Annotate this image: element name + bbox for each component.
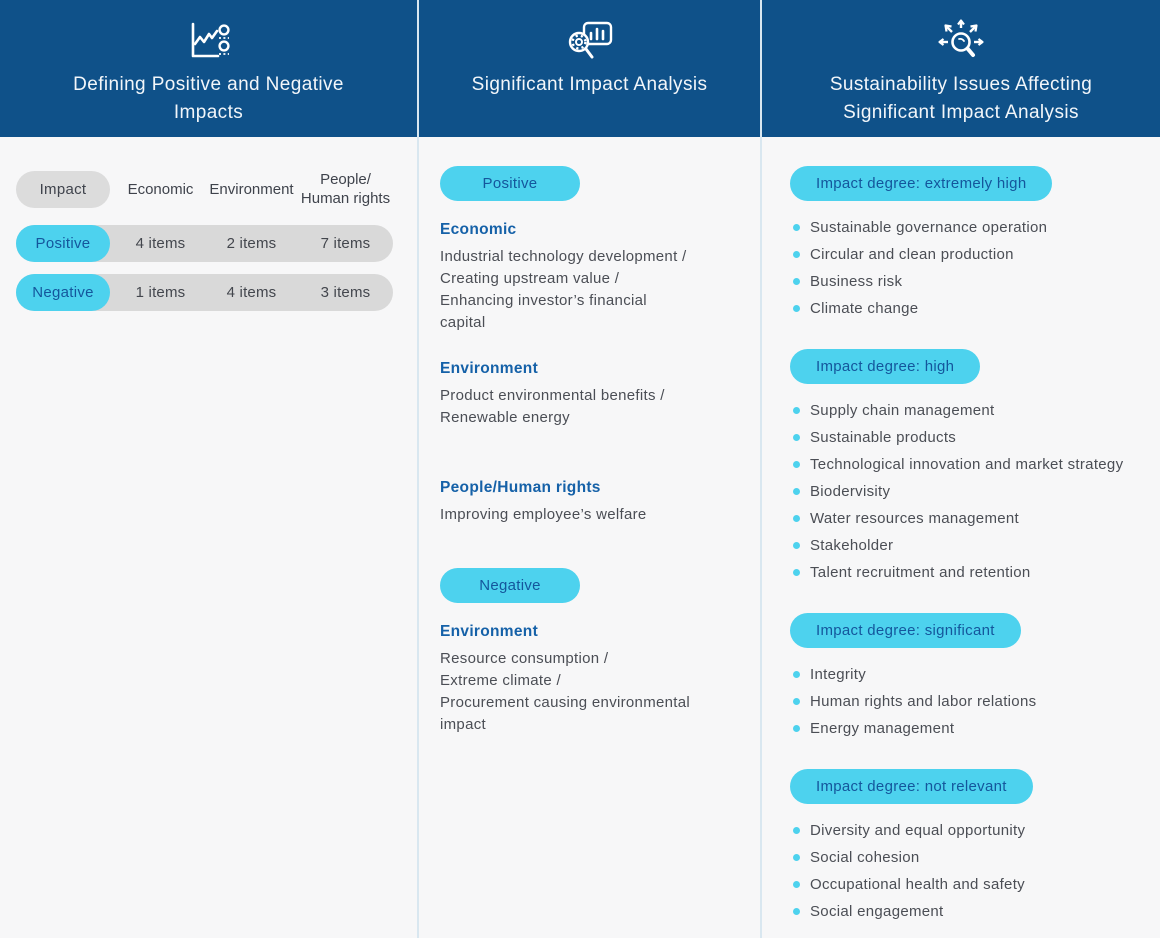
bullet-icon [793, 434, 800, 441]
bullet-icon [793, 908, 800, 915]
impact-summary-table [16, 167, 393, 311]
list-item [793, 271, 1150, 298]
panel-header-significant-impact [419, 0, 760, 137]
section-text-line: Procurement causing environmental [440, 694, 691, 711]
issue-list [790, 820, 1150, 928]
section-extremely-high [790, 166, 1150, 325]
section-text-line: capital [440, 314, 486, 331]
impact-degree-badge: Impact degree: not relevant [790, 769, 1033, 804]
negative-economic-count: 1 items [135, 284, 186, 301]
bullet-icon [793, 542, 800, 549]
bullet-icon [793, 515, 800, 522]
issue-label: Integrity [810, 666, 867, 683]
issue-label: Climate change [810, 300, 919, 317]
line-chart-icon [0, 18, 417, 64]
bullet-icon [793, 725, 800, 732]
issue-label: Occupational health and safety [810, 876, 1025, 893]
issue-label: Supply chain management [810, 402, 995, 419]
bullet-icon [793, 224, 800, 231]
list-item [793, 481, 1150, 508]
bullet-icon [793, 569, 800, 576]
list-item [793, 901, 1150, 928]
column-header-environment: Environment [209, 180, 294, 198]
list-item [793, 400, 1150, 427]
issue-label: Sustainable products [810, 429, 957, 446]
issue-label: Water resources management [810, 510, 1019, 527]
bullet-icon [793, 278, 800, 285]
section-text-line: Improving employee’s welfare [440, 506, 647, 523]
bullet-icon [793, 827, 800, 834]
bullet-icon [793, 461, 800, 468]
section-heading-environment: Environment [440, 360, 539, 377]
bullet-icon [793, 881, 800, 888]
panel-title [419, 71, 760, 99]
positive-environment-count: 2 items [226, 235, 277, 252]
issue-list [790, 400, 1150, 589]
issue-label: Diversity and equal opportunity [810, 822, 1026, 839]
positive-economic-count: 4 items [135, 235, 186, 252]
section-text-line: impact [440, 716, 486, 733]
section-heading-environment: Environment [440, 623, 539, 640]
issue-label: Energy management [810, 720, 955, 737]
panel-title [0, 71, 417, 127]
column-header-people-human-rights: People/ Human rights [300, 171, 391, 207]
table-corner-label: Impact [16, 171, 110, 208]
significant-impact-content [419, 137, 760, 736]
bullet-icon [793, 488, 800, 495]
section-text-line: Resource consumption / [440, 650, 609, 667]
positive-people-count: 7 items [320, 235, 371, 252]
list-item [793, 508, 1150, 535]
issue-label: Business risk [810, 273, 903, 290]
positive-badge: Positive [440, 166, 580, 201]
panel-defining-impacts [0, 0, 417, 938]
issue-label: Social engagement [810, 903, 944, 920]
section-significant [790, 613, 1150, 745]
section-text-line: Extreme climate / [440, 672, 561, 689]
panel-title-line2: Impacts [173, 102, 244, 123]
issue-label: Social cohesion [810, 849, 920, 866]
bullet-icon [793, 407, 800, 414]
issue-label: Biodervisity [810, 483, 891, 500]
panel-title-line1: Significant Impact Analysis [471, 74, 708, 95]
positive-environment-section [440, 360, 740, 429]
section-heading-economic: Economic [440, 221, 517, 238]
issue-label: Stakeholder [810, 537, 894, 554]
issue-label: Technological innovation and market strategy [810, 456, 1124, 473]
issue-list [790, 664, 1150, 745]
impact-degree-badge: Impact degree: extremely high [790, 166, 1052, 201]
positive-economic-section [440, 221, 740, 334]
issue-list [790, 217, 1150, 325]
column-header-economic: Economic [127, 180, 194, 198]
list-item [793, 820, 1150, 847]
list-item [793, 847, 1150, 874]
bullet-icon [793, 305, 800, 312]
negative-badge: Negative [440, 568, 580, 603]
panel-significant-impact-analysis [419, 0, 760, 938]
section-text-line: Industrial technology development / [440, 248, 687, 265]
table-row-negative [16, 274, 393, 311]
magnifier-gear-chart-icon [419, 18, 760, 64]
bullet-icon [793, 698, 800, 705]
section-text-line: Product environmental benefits / [440, 387, 665, 404]
issue-label: Circular and clean production [810, 246, 1014, 263]
list-item [793, 718, 1150, 745]
list-item [793, 664, 1150, 691]
section-not-relevant [790, 769, 1150, 928]
panel-title-line1: Defining Positive and Negative [73, 74, 344, 95]
table-row-positive [16, 225, 393, 262]
issue-label: Sustainable governance operation [810, 219, 1048, 236]
negative-row-label: Negative [16, 274, 110, 311]
panel-header-sustainability-issues [762, 0, 1160, 137]
magnifier-rays-icon [762, 18, 1160, 64]
list-item [793, 535, 1150, 562]
bullet-icon [793, 251, 800, 258]
panel-title [762, 71, 1160, 127]
impact-degree-badge: Impact degree: high [790, 349, 980, 384]
panel-title-line2: Significant Impact Analysis [843, 102, 1079, 123]
panel-title-line1: Sustainability Issues Affecting [829, 74, 1093, 95]
panel-sustainability-issues [762, 0, 1160, 938]
negative-environment-section [440, 623, 740, 736]
positive-row-label: Positive [16, 225, 110, 262]
sustainability-issues-content [762, 137, 1160, 928]
positive-people-section [440, 479, 740, 526]
section-text-line: Creating upstream value / [440, 270, 620, 287]
panel-header-defining-impacts [0, 0, 417, 137]
issue-label: Talent recruitment and retention [810, 564, 1031, 581]
list-item [793, 562, 1150, 589]
section-heading-people-human-rights: People/Human rights [440, 479, 601, 496]
list-item [793, 874, 1150, 901]
list-item [793, 217, 1150, 244]
issue-label: Human rights and labor relations [810, 693, 1037, 710]
bullet-icon [793, 854, 800, 861]
impact-degree-badge: Impact degree: significant [790, 613, 1021, 648]
section-text-line: Renewable energy [440, 409, 570, 426]
bullet-icon [793, 671, 800, 678]
list-item [793, 691, 1150, 718]
list-item [793, 454, 1150, 481]
negative-people-count: 3 items [320, 284, 371, 301]
list-item [793, 427, 1150, 454]
section-text-line: Enhancing investor’s financial [440, 292, 647, 309]
section-high [790, 349, 1150, 589]
list-item [793, 298, 1150, 325]
list-item [793, 244, 1150, 271]
table-header-row [16, 167, 393, 211]
negative-environment-count: 4 items [226, 284, 277, 301]
